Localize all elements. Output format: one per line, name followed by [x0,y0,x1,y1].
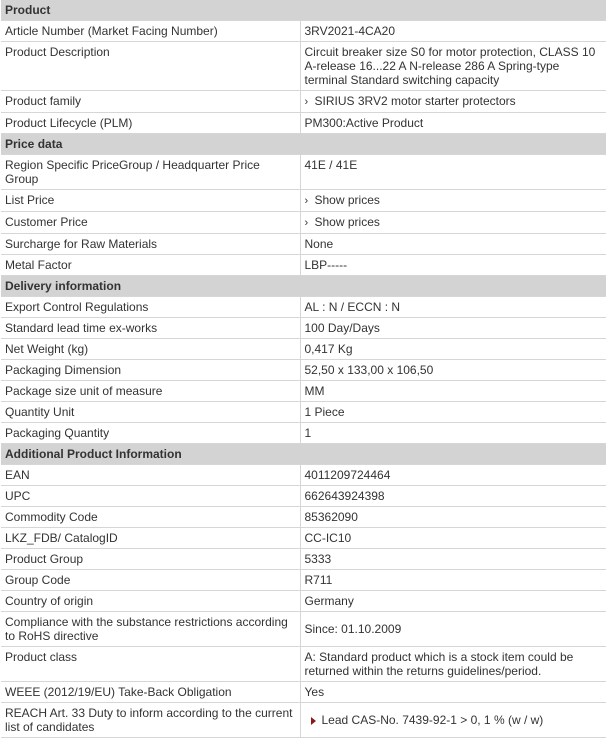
row-value: R711 [300,570,606,591]
table-row [1,570,606,591]
section-delivery-information [1,276,606,297]
table-row [1,549,606,570]
row-label: EAN [1,465,300,486]
row-value [300,212,606,234]
chevron-right-icon: › [304,96,309,108]
product-family-link[interactable] [305,94,516,108]
row-value: 1 [300,423,606,444]
row-label: Product Group [1,549,300,570]
section-header: Product [1,0,606,21]
table-row [1,682,606,703]
table-row [1,360,606,381]
table-row [1,381,606,402]
section-header: Additional Product Information [1,444,606,465]
table-row [1,190,606,212]
table-row [1,591,606,612]
section-additional-product-information [1,444,606,465]
row-label: Customer Price [1,212,300,234]
row-label: Article Number (Market Facing Number) [1,21,300,42]
table-row [1,42,606,91]
chevron-right-icon: › [304,195,309,207]
table-row [1,423,606,444]
row-value: None [300,234,606,255]
row-value: Yes [300,682,606,703]
reach-lead-link[interactable] [305,713,544,727]
table-row [1,612,606,647]
row-label: Quantity Unit [1,402,300,423]
table-row [1,703,606,738]
table-row [1,465,606,486]
row-label: List Price [1,190,300,212]
section-price-data [1,134,606,155]
table-row [1,507,606,528]
row-label: Standard lead time ex-works [1,318,300,339]
row-label: LKZ_FDB/ CatalogID [1,528,300,549]
product-data-table [1,0,606,738]
row-label: Compliance with the substance restrictions according to RoHS directive [1,612,300,647]
table-row [1,486,606,507]
triangle-right-icon [311,717,316,725]
table-row [1,212,606,234]
row-label: UPC [1,486,300,507]
table-row [1,402,606,423]
row-value: Since: 01.10.2009 [300,612,606,647]
table-row [1,339,606,360]
row-value: 85362090 [300,507,606,528]
show-list-prices-link[interactable] [305,193,380,207]
row-value: 52,50 x 133,00 x 106,50 [300,360,606,381]
table-row [1,234,606,255]
table-row [1,91,606,113]
row-value: 1 Piece [300,402,606,423]
row-label: Net Weight (kg) [1,339,300,360]
table-row [1,155,606,190]
table-row [1,318,606,339]
row-label: Packaging Dimension [1,360,300,381]
table-row [1,255,606,276]
row-label: Group Code [1,570,300,591]
row-value: 5333 [300,549,606,570]
link-text: Show prices [314,215,380,229]
link-text: SIRIUS 3RV2 motor starter protectors [314,94,516,108]
row-label: Surcharge for Raw Materials [1,234,300,255]
table-row [1,113,606,134]
row-value: CC-IC10 [300,528,606,549]
row-label: Product Lifecycle (PLM) [1,113,300,134]
row-label: Region Specific PriceGroup / Headquarter Price Group [1,155,300,190]
section-product [1,0,606,21]
row-label: Commodity Code [1,507,300,528]
table-row [1,21,606,42]
row-value: 662643924398 [300,486,606,507]
row-value: 41E / 41E [300,155,606,190]
link-text: Show prices [314,193,380,207]
row-value: 0,417 Kg [300,339,606,360]
row-value: A: Standard product which is a stock item could be returned within the returns guidelines/period. [300,647,606,682]
row-value: PM300:Active Product [300,113,606,134]
row-label: Package size unit of measure [1,381,300,402]
row-label: Metal Factor [1,255,300,276]
row-label: Product Description [1,42,300,91]
row-value: 4011209724464 [300,465,606,486]
row-value: AL : N / ECCN : N [300,297,606,318]
table-row [1,297,606,318]
row-value [300,91,606,113]
row-value: 3RV2021-4CA20 [300,21,606,42]
row-label: Product class [1,647,300,682]
row-label: Country of origin [1,591,300,612]
table-row [1,528,606,549]
table-row [1,647,606,682]
row-label: WEEE (2012/19/EU) Take-Back Obligation [1,682,300,703]
row-value: Germany [300,591,606,612]
row-label: REACH Art. 33 Duty to inform according to the current list of candidates [1,703,300,738]
link-text: Lead CAS-No. 7439-92-1 > 0, 1 % (w / w) [321,713,544,727]
row-value [300,190,606,212]
row-label: Product family [1,91,300,113]
row-value: LBP----- [300,255,606,276]
row-value: MM [300,381,606,402]
row-label: Packaging Quantity [1,423,300,444]
row-value: 100 Day/Days [300,318,606,339]
row-value: Circuit breaker size S0 for motor protection, CLASS 10 A-release 16...22 A N-release 286 A Spring-type terminal Standard switching capacity [300,42,606,91]
row-value [300,703,606,738]
section-header: Delivery information [1,276,606,297]
row-label: Export Control Regulations [1,297,300,318]
show-customer-prices-link[interactable] [305,215,380,229]
section-header: Price data [1,134,606,155]
chevron-right-icon: › [304,217,309,229]
